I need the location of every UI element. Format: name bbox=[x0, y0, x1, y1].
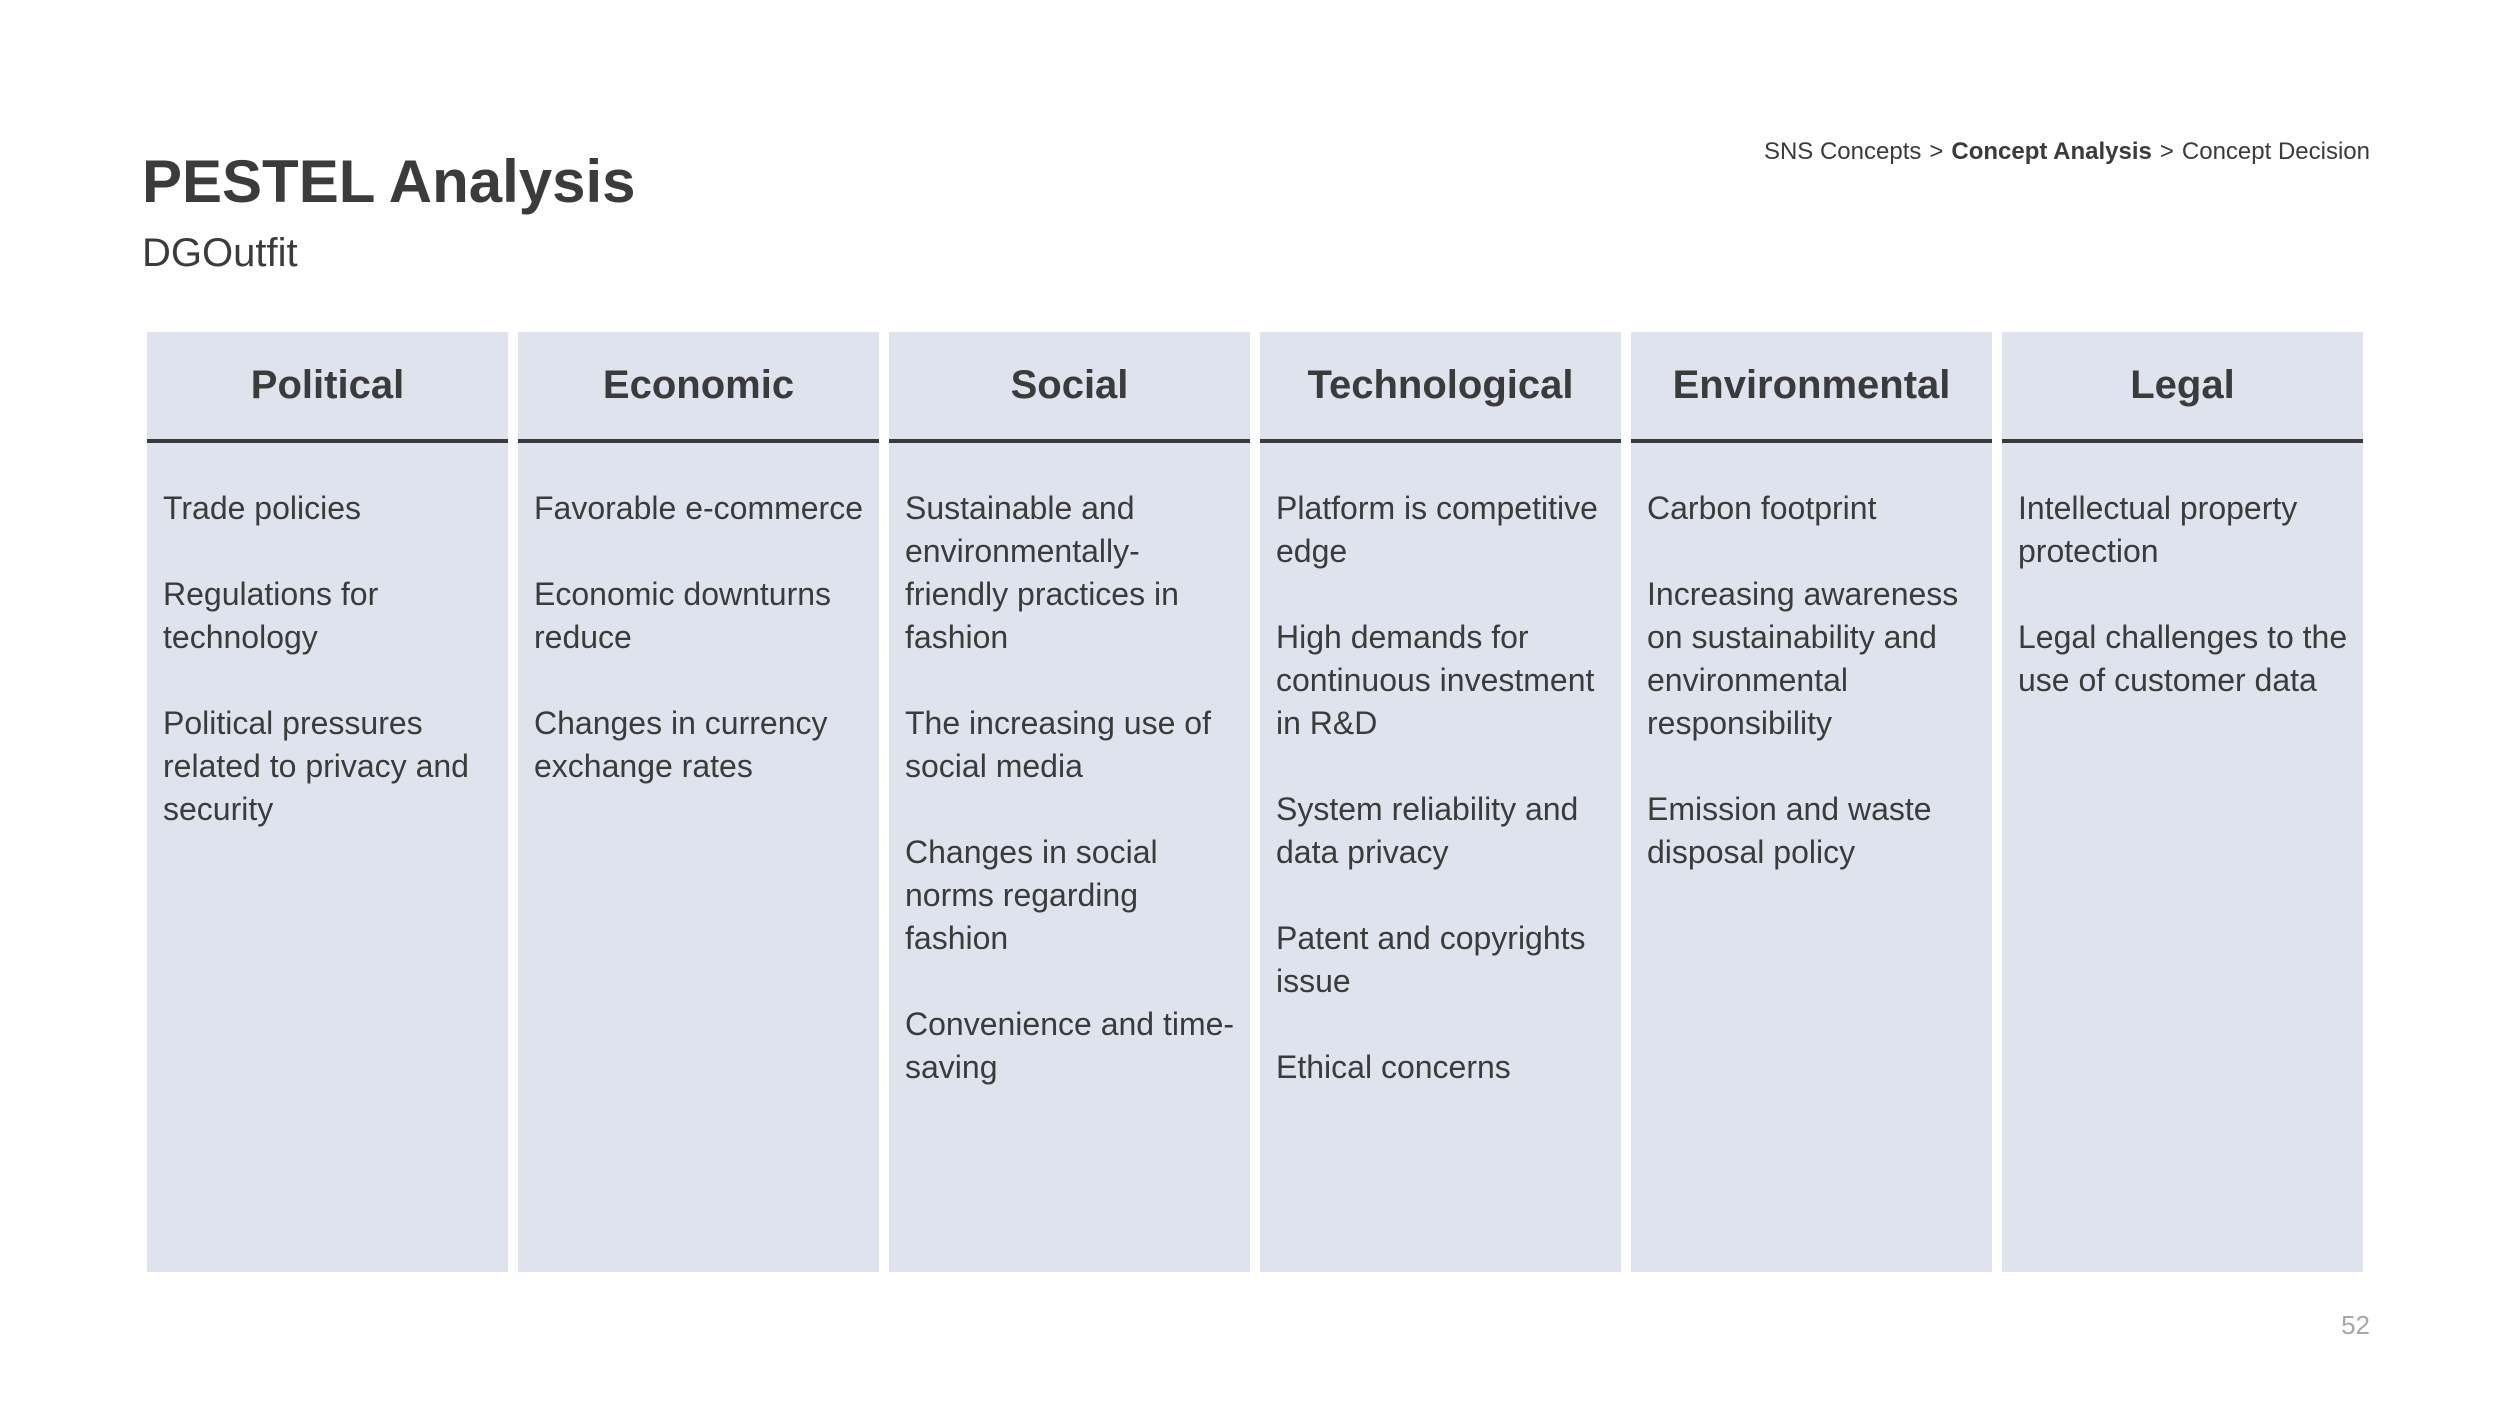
column-body-technological bbox=[1260, 443, 1621, 1132]
factor-item: Political pressures related to privacy and security bbox=[163, 705, 469, 827]
factor-item: Convenience and time-saving bbox=[905, 1006, 1235, 1085]
pestel-column-environmental bbox=[1631, 332, 1992, 1272]
factor-item: Sustainable and environmentally-friendly practices in fashion bbox=[905, 490, 1179, 655]
column-header-legal: Legal bbox=[2002, 332, 2363, 443]
factor-item: Patent and copyrights issue bbox=[1276, 920, 1586, 999]
column-body-political bbox=[147, 443, 508, 874]
factor-item: Economic downturns reduce bbox=[534, 576, 832, 655]
breadcrumb-item-concept-decision[interactable]: Concept Decision bbox=[2181, 138, 2370, 165]
pestel-column-political bbox=[147, 332, 508, 1272]
factor-item: Ethical concerns bbox=[1276, 1049, 1511, 1085]
pestel-column-technological bbox=[1260, 332, 1621, 1272]
pestel-column-social bbox=[889, 332, 1250, 1272]
breadcrumb-separator: > bbox=[1929, 138, 1944, 165]
factor-item: Legal challenges to the use of customer data bbox=[2018, 619, 2348, 698]
column-body-legal bbox=[2002, 443, 2363, 745]
factor-item: Favorable e-commerce bbox=[534, 490, 863, 526]
column-body-environmental bbox=[1631, 443, 1992, 917]
factor-item: Platform is competitive edge bbox=[1276, 490, 1598, 569]
breadcrumb bbox=[1764, 140, 2370, 164]
factor-item: Trade policies bbox=[163, 490, 362, 526]
pestel-column-economic bbox=[518, 332, 879, 1272]
factor-item: System reliability and data privacy bbox=[1276, 791, 1579, 870]
factor-item: Regulations for technology bbox=[163, 576, 379, 655]
page-number: 52 bbox=[2341, 1310, 2370, 1340]
pestel-column-legal bbox=[2002, 332, 2363, 1272]
breadcrumb-separator: > bbox=[2159, 138, 2174, 165]
column-header-political: Political bbox=[147, 332, 508, 443]
factor-item: Increasing awareness on sustainability and environmental responsibility bbox=[1647, 576, 1959, 741]
page-subtitle: DGOutfit bbox=[142, 231, 298, 275]
column-header-social: Social bbox=[889, 332, 1250, 443]
breadcrumb-item-sns-concepts[interactable]: SNS Concepts bbox=[1763, 138, 1922, 165]
column-header-technological: Technological bbox=[1260, 332, 1621, 443]
pestel-board bbox=[147, 332, 2363, 1272]
page-title: PESTEL Analysis bbox=[142, 148, 636, 215]
factor-item: Emission and waste disposal policy bbox=[1647, 791, 1932, 870]
column-header-environmental: Environmental bbox=[1631, 332, 1992, 443]
factor-item: High demands for continuous investment in R&D bbox=[1276, 619, 1595, 741]
factor-item: Changes in social norms regarding fashion bbox=[905, 834, 1158, 956]
factor-item: The increasing use of social media bbox=[905, 705, 1211, 784]
column-body-social bbox=[889, 443, 1250, 1132]
column-body-economic bbox=[518, 443, 879, 831]
factor-item: Intellectual property protection bbox=[2018, 490, 2298, 569]
column-header-economic: Economic bbox=[518, 332, 879, 443]
factor-item: Changes in currency exchange rates bbox=[534, 705, 828, 784]
factor-item: Carbon footprint bbox=[1647, 490, 1877, 526]
breadcrumb-item-concept-analysis[interactable]: Concept Analysis bbox=[1951, 138, 2152, 165]
